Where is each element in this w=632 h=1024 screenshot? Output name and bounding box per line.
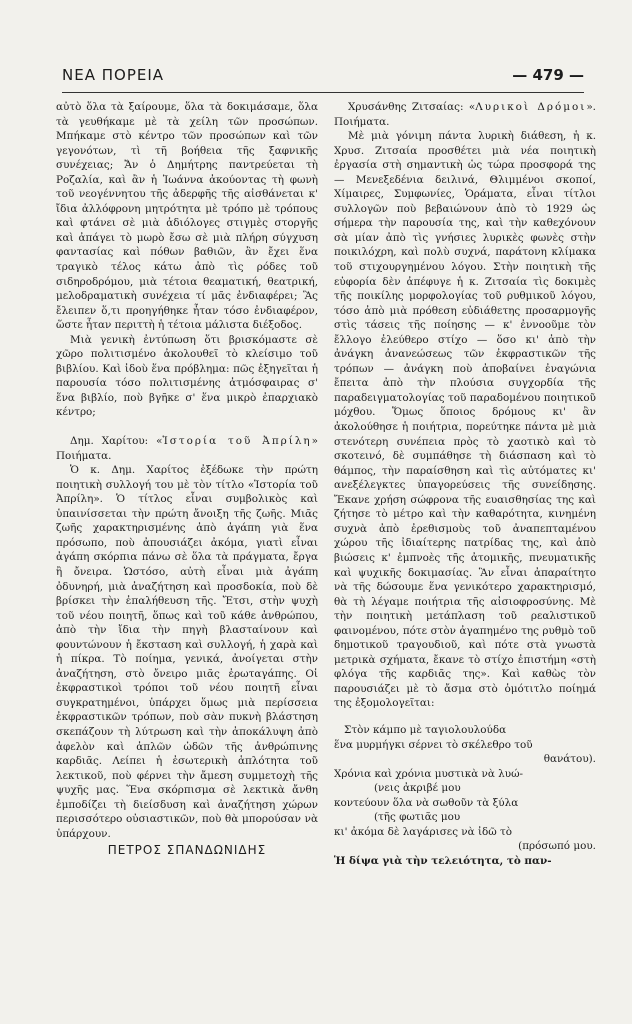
poem-line: ἕνα μυρμήγκι σέρνει τὸ σκέλεθρο τοῦ [334, 738, 533, 751]
spacer [56, 420, 318, 434]
poem-line: κι' ἀκόμα δὲ λαγάρισες νὰ ἰδῶ τὸ [334, 825, 513, 838]
review-paragraph: αὐτὸ ὅλα τὰ ξαίρουμε, ὅλα τὰ δοκιμάσαμε, ὅλα τὰ γευθήκαμε μὲ τὰ χείλη τῶν προσώπων. Μπήκαμε στὸ κέντρο τῶν προσώπων καὶ τῶν γεγονότων, τὶ τῆ βοήθεια τῆς ξαφνικῆς συνέχειας; Ἄν ὁ Δημήτρης παντρεύεται τὴ Ροζαλία, καὶ ἂν ἡ Ἰωάννα ἀκούοντας τὴ φωνὴ τοῦ νεογέννητου τῆς ἀδερφῆς τῆς αἰσθάνεται κ' ἴδια ἀλλόφρονη μητρότητα μὲ τρόπο μὲ τρόπους καὶ φτάνει σὲ μιὰ ἀδιόλογες στιγμὲς στοργῆς καὶ ἀπάγει τὸ μωρὸ ἔσω σὲ μιὰ πλήρη σύγχυση φαντασίας καὶ πόθων βαθιῶν, ἂν ἔχει ἕνα τραγικὸ τέλος κάτω ἀπὸ τὶς ρόδες τοῦ σιδηροδρόμου, μιὰ τέτοια θεαματική, θεατρική, μελοδραματικὴ συνέχεια τί μᾶς ἐνδιαφέρει; Ἃς ἔλειπεν ὅ,τι προηγήθηκε ἦταν τόσο ἐνδιαφέρον, ὥστε ἦταν περιττὴ ἡ τέτοια μάλιστα διέξοδος. [56, 101, 318, 332]
poem-line: (νεις ἀκριβέ μου [374, 782, 461, 795]
header-rule [62, 92, 584, 93]
poem-line: Ἡ δίψα γιὰ τὴν τελειότητα, τὸ παν- [334, 854, 552, 867]
poem-line: Χρόνια καὶ χρόνια μυστικὰ νὰ λυώ- [334, 767, 524, 780]
review-paragraph: Ὁ κ. Δημ. Χαρίτος ἐξέδωκε τὴν πρώτη ποιητικὴ συλλογή του μὲ τὸν τίτλο «Ἱστορία τοῦ Ἀπρίλη». Ὁ τίτλος εἶναι συμβολικὸς καὶ ὑπαινίσσεται τὴν πρώτη ἄνοιξη τῆς ζωῆς. Μιᾶς ζωῆς χαρακτηρισμένης ἀπὸ ἀγάπη γιὰ ἕνα πρόσωπο, ποὺ ἀπουσιάζει ἀκόμα, γιατὶ εἶναι ἀγάπη σκόρπια πάνω σὲ ὅλα τὰ πράγματα, ἔργα ἢ ὄνειρα. Ὡστόσο, αὐτὴ εἶναι μιὰ ἀγάπη ὀδυνηρή, μιὰ ἀναζήτηση καὶ προσδοκία, ποὺ δὲ βρίσκει τὴν ἐπαλήθευση τῆς. Ἔτσι, στὴν ψυχὴ τοῦ νέου ποιητῆ, ὅπως καὶ τοῦ κάθε ἀνθρώπου, ἀπὸ τὴν ἴδια τὴν πηγὴ βλασταίνουν καὶ φουντώνουν ἡ ἔκσταση καὶ συλλογή, ἡ χαρὰ καὶ ἡ πίκρα. Τὸ ποίημα, γενικά, ἀνοίγεται στὴν ἀναζήτηση, στὸ ὄνειρο μιᾶς ἐρωταγάπης. Οἱ ἐκφραστικοὶ τρόποι τοῦ νέου ποιητῆ εἶναι συγκρατημένοι, ὑπάρχει ὅμως μιὰ περίσσεια ἐκφραστικῶν τρόπων, ποὺ σὰν πυκνὴ βλάστηση σκεπάζουν τὴ λύτρωση καὶ τὴν ἀποκάλυψη ἀπὸ ἀφελὸν καὶ ἀπλῶν ὠδῶν τῆς ἀνθρώπινης καρδιᾶς. Λείπει ἡ ἐσωτερικὴ ἁπλότητα τοῦ λεκτικοῦ, ποὺ φέρνει τὴν ἄμεση συμμετοχὴ τῆς ψυχῆς μας. Ἕνα σκόρπισμα σὲ λεκτικὰ ἄνθη ἐμποδίζει τὴ διείσδυση καὶ ἀναζήτηση χώρων περισσότερο οὐσιαστικῶν, ποὺ θὰ μπορούσαν νὰ ὑπάρχουν. [56, 464, 318, 840]
poem-line: (πρόσωπό μου. [518, 840, 596, 853]
right-column [334, 100, 596, 868]
book-genre-label: » Ποιήματα. [56, 435, 318, 462]
poem-line: Στὸν κάμπο μὲ ταγιολουλούδα [344, 723, 507, 736]
journal-title: ΝΕΑ ΠΟΡΕΙΑ [62, 66, 165, 84]
book-heading [334, 100, 596, 129]
poem-line: κοντεύουν ὅλα νὰ σωθοῦν τὰ ξύλα [334, 796, 519, 809]
author-signature: ΠΕΤΡΟΣ ΣΠΑΝΔΩΝΙΔΗΣ [107, 843, 267, 858]
book-genre-label: ». Ποιήματα. [334, 101, 596, 128]
book-author-label: Χρυσάνθης Ζιτσαίας: « [348, 101, 476, 113]
left-column [56, 100, 318, 858]
review-paragraph: Μιὰ γενικὴ ἐντύπωση ὅτι βρισκόμαστε σὲ χῶρο πολιτισμένο ἀκολουθεῖ τὸ κλείσιμο τοῦ βιβλίου. Καὶ ἰδοὺ ἕνα πρόβλημα: πῶς ἐξηγεῖται ἡ παρουσία τόσο πολιτισμένης ἀτμόσφαιρας σ' ἕνα βιβλίο, ποὺ βγῆκε σ' ἕνα μικρὸ ἐπαρχιακὸ κέντρο; [56, 333, 318, 419]
review-paragraph: Μὲ μιὰ γόνιμη πάντα λυρικὴ διάθεση, ἡ κ. Χρυσ. Ζιτσαία προσθέτει μιὰ νέα ποιητικὴ ἐργασία στὴ σημαντικὴ ὡς τώρα προσφορά της — Μενεξεδένια δειλινά, Θλιμμένοι σκοποί, Χίμαιρες, Συμφωνίες, Ὁράματα, εἶναι τίτλοι συλλογῶν ποὺ βεβαιώνουν ἀπὸ τὸ 1929 ὡς σήμερα τὴν παρουσία της, καὶ τὴν καθεχόνουν σὰ μίαν ἀπὸ τὶς γνήσιες λυρικὲς φωνὲς στὴν ποικιλόχρη, καὶ πολὺ συχνά, παράτονη κλίμακα τοῦ στιχουργημένου λόγου. Στὴν ποιητικὴ τῆς εὐφορία δὲν ἀπέφυγε ἡ κ. Ζιτσαία τὶς δοκιμὲς τῆς ποικίλης μορφολογίας τοῦ ρυθμικοῦ λόγου, τόσο ἀπὸ μιὰ πρόθεση εὐδιάθετης προσαρμογῆς στὶς τάσεις τῆς ποίησης — κ' ἐννοοῦμε τὸν ἔλλογο ἐλεύθερο στίχο — ὅσο κι' ἀπὸ τὴν ἀνάγκη ἀνανεώσεως τῶν ἐκφραστικῶν τῆς τρόπων — ἀνάγκη ποὺ ἀποβαίνει ἐναγώνια ἔπειτα ἀπὸ τὴν πλούσια συγχορδία τῆς παραδειγματολογίας τοῦ παραδομένου ποιητικοῦ μόχθου. Ὅμως ὅποιος δρόμους κι' ἂν ἀκολούθησε ἡ ποιήτρια, πορεύτηκε πάντα μὲ μιὰ στενότερη συνέπεια πρὸς τὸ χαοτικὸ καὶ τὸ σκοτεινό, δὲ συμπάθησε τὴ διάσπαση καὶ τὸ θάμπος, τὴν παραίσθηση καὶ τὶς αὐτόματες κι' ανεξέλεγκτες ὑπαγορεύσεις τῆς συνείδησης. Ἔκανε χρήση σώφρονα τῆς ευαισθησίας της καὶ ζήτησε τὸ μέτρο καὶ τὴν καθαρότητα, κινημένη συχνὰ ἀπὸ ἐρεθισμοὺς τοῦ ἀναπεπταμένου χώρου τῆς ἰδιαίτερης πατρίδας της, καὶ ἀπὸ βιώσεις κ' ἐμπνοὲς τῆς ἀτομικῆς, πνευματικῆς καὶ ψυχικῆς δοκιμασίας. Ἂν εἶναι ἀπαραίτητο νὰ τῆς δώσουμε ἕνα γενικότερο χαρακτηρισμό, θὰ τὴ λέγαμε ποιήτρια τῆς αἰσιοφροσύνης. Μὲ τὴν ποιητικὴ μετάπλαση τοῦ ρεαλιστικοῦ φαινομένου, πότε στὸν ἀγαπημένο της ρυθμὸ τοῦ δημοτικοῦ τραγουδιοῦ, καὶ πότε στὰ γνωστὰ μετρικὰ σχήματα, ἔκανε τὸ στίχο ἐπιστήμη «στὴ φλόγα τῆς καρδιᾶς της». Καὶ καθὼς τὸν παρουσιάζει μὲ τὸ ἄσμα στὸ ὁμότιτλο ποίημά της ἐξομολογεῖται: [334, 130, 596, 710]
book-heading [56, 434, 318, 463]
running-header [62, 66, 584, 88]
poem-excerpt [334, 723, 596, 868]
poem-line: (τῆς φωτιᾶς μου [374, 811, 461, 824]
book-title: Λυρικοὶ Δρόμοι [475, 101, 587, 113]
poem-line: θανάτου). [543, 753, 596, 766]
book-author-label: Δημ. Χαρίτου: « [70, 435, 163, 448]
page-number: — 479 — [512, 66, 584, 84]
book-title: Ἱστορία τοῦ Ἀπρίλη [162, 435, 312, 448]
